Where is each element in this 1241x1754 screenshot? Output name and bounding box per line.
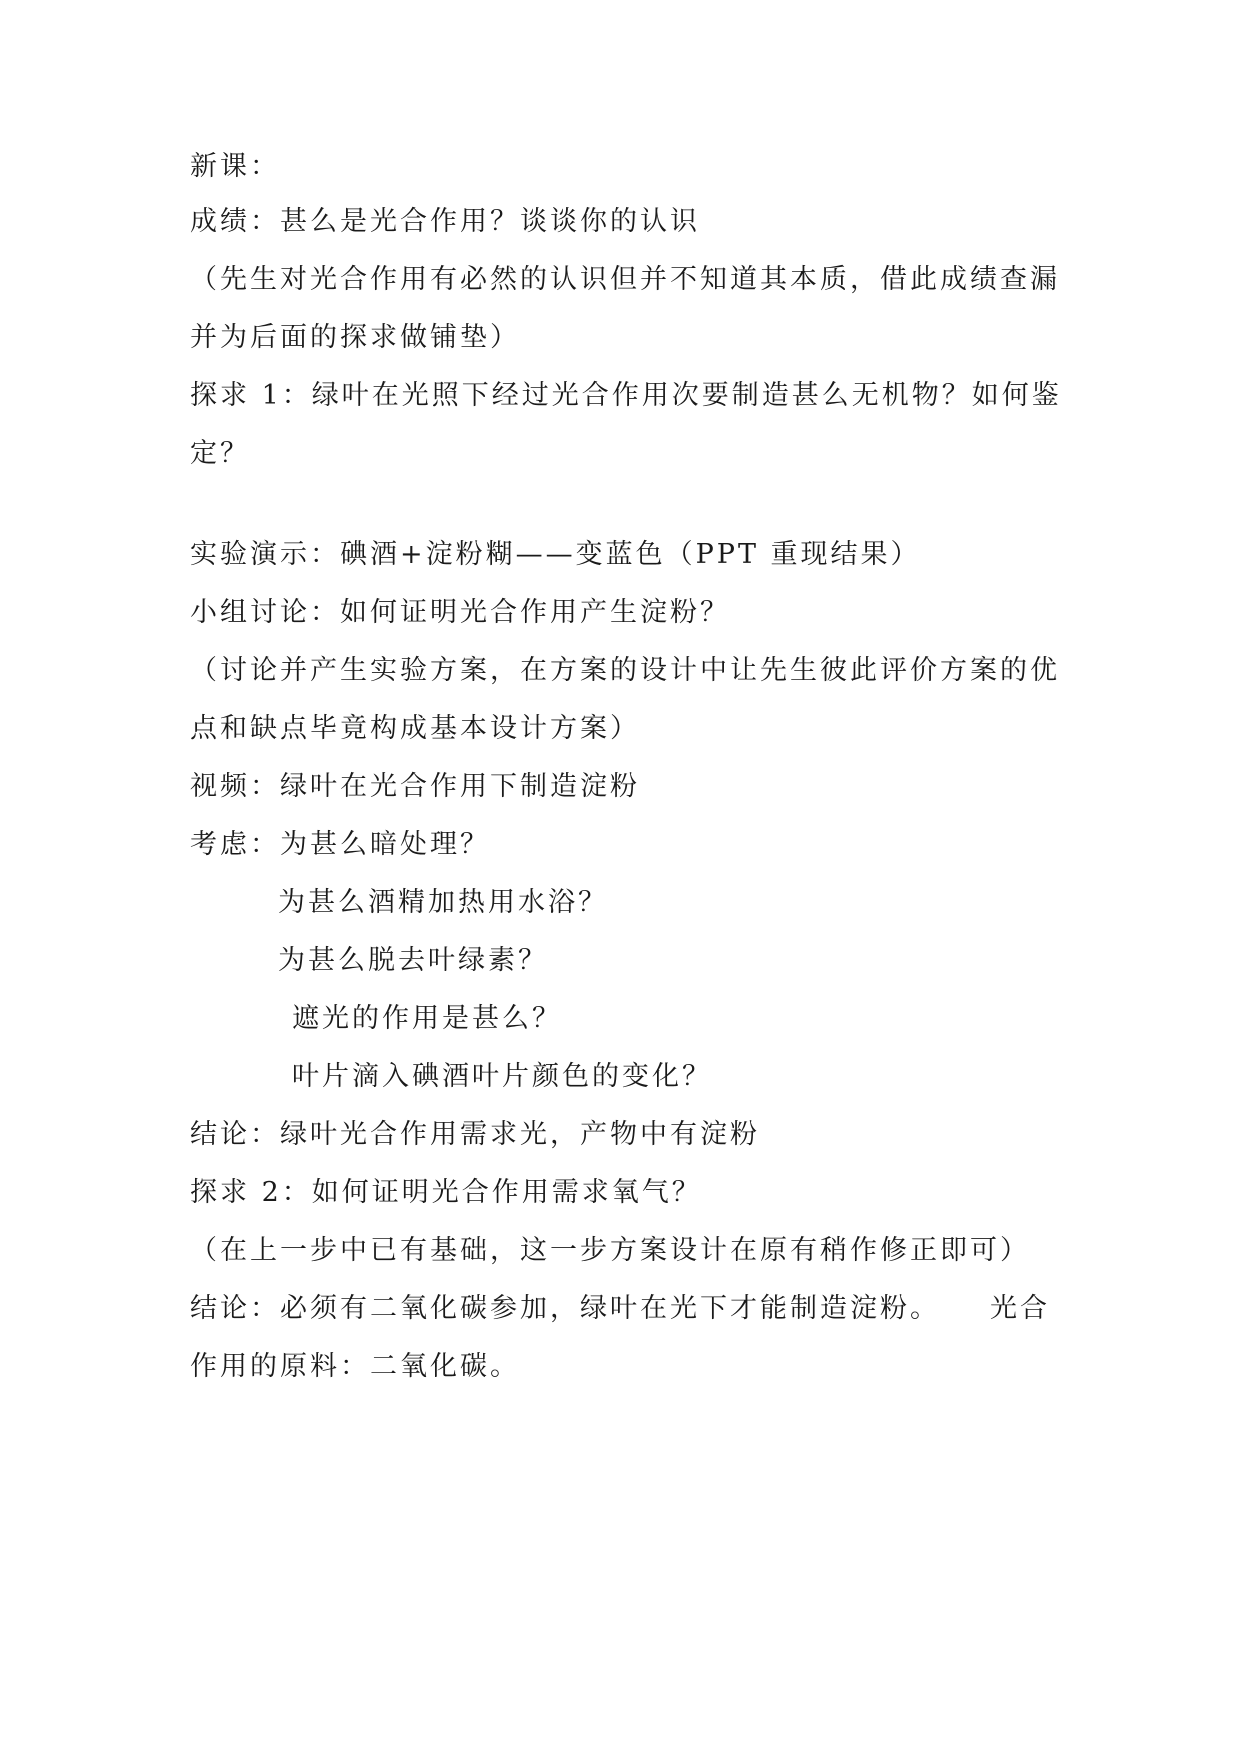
text-line: 小组讨论：如何证明光合作用产生淀粉？ xyxy=(190,597,730,628)
text-line: 成绩：甚么是光合作用？谈谈你的认识 xyxy=(190,206,700,237)
text-line: （在上一步中已有基础，这一步方案设计在原有稍作修正即可） xyxy=(190,1235,1030,1266)
text-line-indented: 为甚么脱去叶绿素？ xyxy=(278,945,548,976)
text-line: （先生对光合作用有必然的认识但并不知道其本质，借此成绩查漏 xyxy=(190,264,1060,295)
text-line: 实验演示：碘酒+淀粉糊——变蓝色（PPT 重现结果） xyxy=(190,539,921,570)
text-line-fragment: 光合 xyxy=(990,1293,1050,1324)
text-line: 并为后面的探求做铺垫） xyxy=(190,322,520,353)
text-line: 定？ xyxy=(190,438,250,469)
text-line-indented: 遮光的作用是甚么？ xyxy=(292,1003,562,1034)
text-line: 探求 2：如何证明光合作用需求氧气？ xyxy=(190,1177,702,1208)
text-line-indented: 为甚么酒精加热用水浴？ xyxy=(278,887,608,918)
text-line: 探求 1：绿叶在光照下经过光合作用次要制造甚么无机物？如何鉴 xyxy=(190,380,1062,411)
text-line-indented: 叶片滴入碘酒叶片颜色的变化？ xyxy=(292,1061,712,1092)
text-line: 结论：必须有二氧化碳参加，绿叶在光下才能制造淀粉。 xyxy=(190,1293,940,1324)
text-line: 点和缺点毕竟构成基本设计方案） xyxy=(190,713,640,744)
text-line: （讨论并产生实验方案，在方案的设计中让先生彼此评价方案的优 xyxy=(190,655,1060,686)
text-line: 视频：绿叶在光合作用下制造淀粉 xyxy=(190,771,640,802)
section-heading-new-lesson: 新课： xyxy=(190,151,280,182)
text-line: 结论：绿叶光合作用需求光，产物中有淀粉 xyxy=(190,1119,760,1150)
text-line: 作用的原料：二氧化碳。 xyxy=(190,1351,520,1382)
text-line: 考虑：为甚么暗处理？ xyxy=(190,829,490,860)
